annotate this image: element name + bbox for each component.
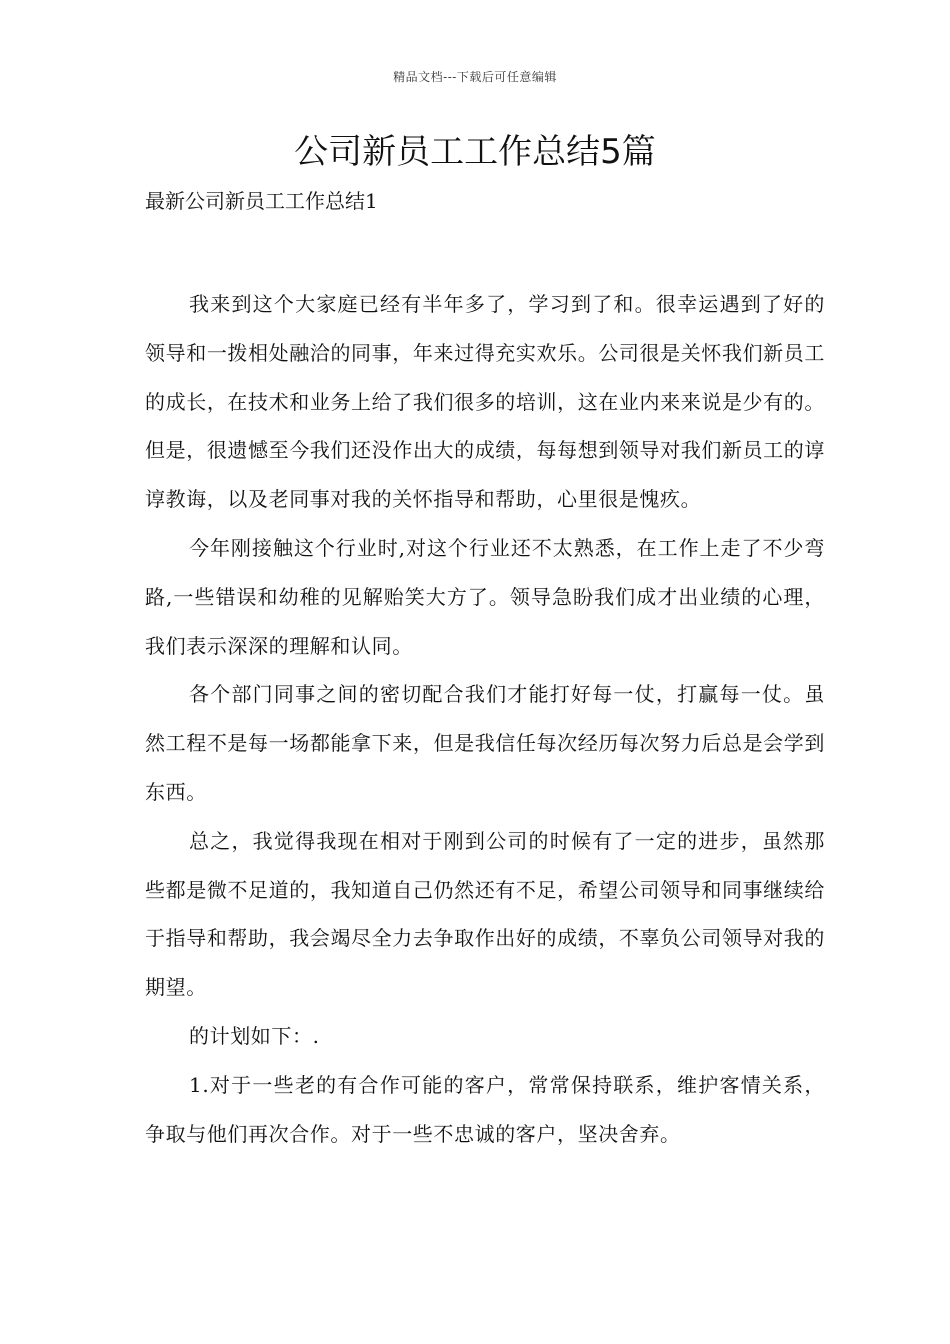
paragraph: 各个部门同事之间的密切配合我们才能打好每一仗，打赢每一仗。虽然工程不是每一场都能拿下来，但是我信任每次经历每次努力后总是会学到东西。: [145, 682, 825, 804]
document-body: [145, 280, 825, 1158]
section-title: 最新公司新员工工作总结1: [145, 189, 378, 213]
paragraph: 我来到这个大家庭已经有半年多了，学习到了和。很幸运遇到了好的领导和一拨相处融洽的同事，年来过得充实欢乐。公司很是关怀我们新员工的成长，在技术和业务上给了我们很多的培训，这在业内来来说是少有的。但是，很遗憾至今我们还没作出大的成绩，每每想到领导对我们新员工的谆谆教诲，以及老同事对我的关怀指导和帮助，心里很是愧疚。: [145, 292, 825, 512]
paragraph: 今年刚接触这个行业时,对这个行业还不太熟悉，在工作上走了不少弯路,一些错误和幼稚的见解贻笑大方了。领导急盼我们成才出业绩的心理，我们表示深深的理解和认同。: [145, 535, 825, 658]
paragraph: 1.对于一些老的有合作可能的客户，常常保持联系，维护客情关系，争取与他们再次合作。对于一些不忠诚的客户，坚决舍弃。: [145, 1072, 825, 1146]
header-note: 精品文档---下载后可任意编辑: [393, 70, 557, 84]
paragraph: 总之，我觉得我现在相对于刚到公司的时候有了一定的进步，虽然那些都是微不足道的，我知道自己仍然还有不足，希望公司领导和同事继续给于指导和帮助，我会竭尽全力去争取作出好的成绩，不辜负公司领导对我的期望。: [145, 828, 825, 1000]
document-title: 公司新员工工作总结5篇: [294, 132, 656, 172]
paragraph: 的计划如下：.: [189, 1023, 320, 1048]
